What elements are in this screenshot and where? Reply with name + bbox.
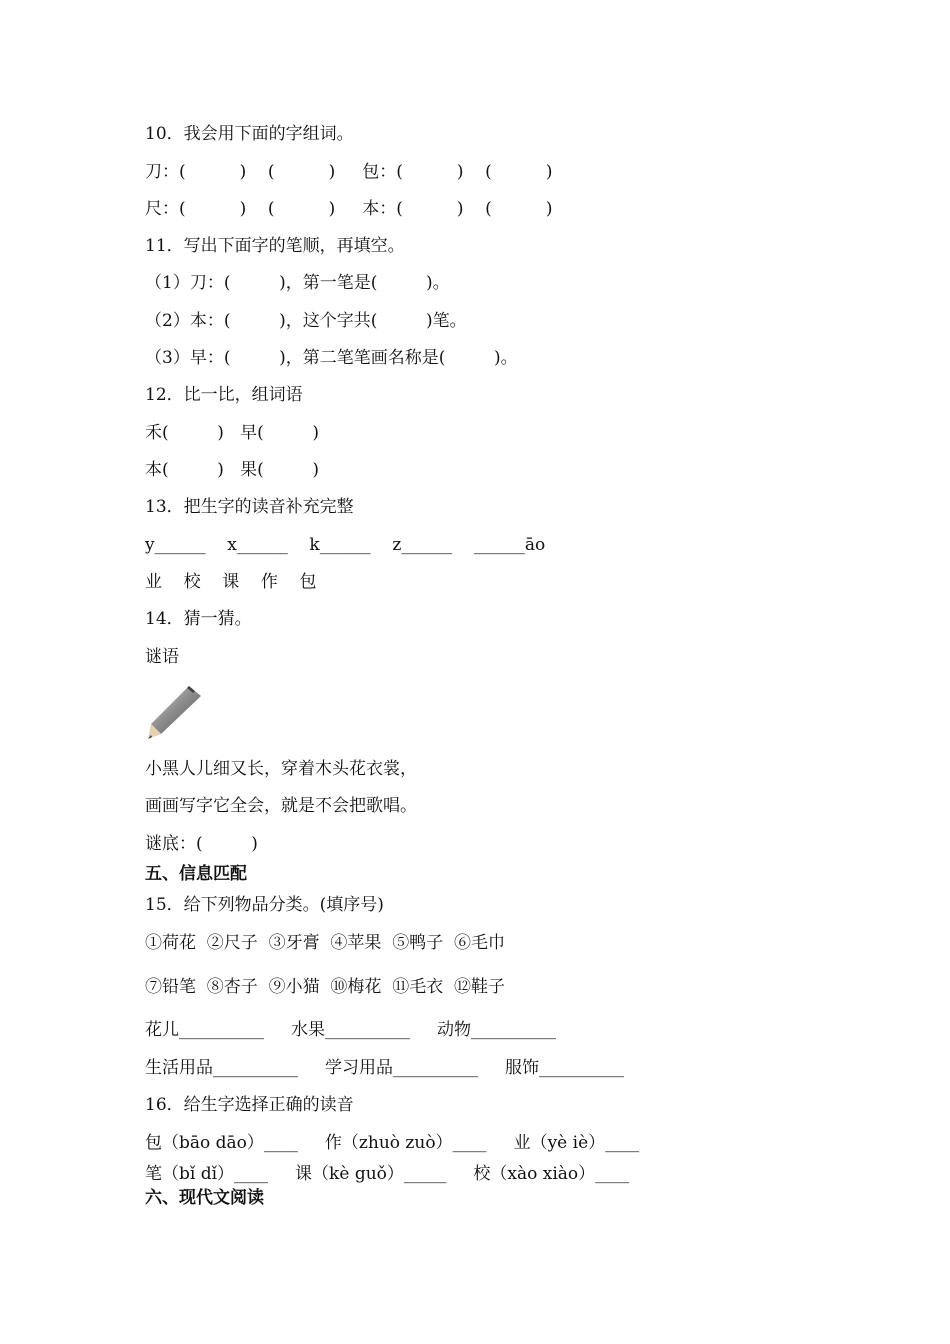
q14-title: 14．猜一猜。: [145, 609, 252, 629]
q15-items2: ⑦铅笔 ⑧杏子 ⑨小猫 ⑩梅花 ⑪毛衣 ⑫鞋子: [145, 977, 506, 997]
q16-title: 16．给生字选择正确的读音: [145, 1095, 354, 1115]
q15-items1: ①荷花 ②尺子 ③牙膏 ④苹果 ⑤鸭子 ⑥毛巾: [145, 933, 506, 953]
q11-item3: （3）早：( )，第二笔笔画名称是( )。: [145, 348, 518, 368]
q14-riddle-line1: 小黑人儿细又长，穿着木头花衣裳，: [145, 759, 417, 779]
q15-title: 15．给下列物品分类。(填序号): [145, 895, 384, 915]
q11-item1: （1）刀：( )，第一笔是( )。: [145, 273, 450, 293]
q15-row1: 花儿__________ 水果__________ 动物__________: [145, 1020, 557, 1040]
section-6-heading: 六、现代文阅读: [145, 1188, 264, 1208]
q14-riddle-line2: 画画写字它全会，就是不会把歌唱。: [145, 796, 417, 816]
q16-row1: 包（bāo dāo）____ 作（zhuò zuò）____ 业（yè iè）____: [145, 1133, 640, 1153]
q11-item2: （2）本：( )，这个字共( )笔。: [145, 311, 467, 331]
q12-row2: 本( ) 果( ): [145, 460, 320, 480]
q13-pinyin: y______ x______ k______ z______ ______āo: [145, 535, 546, 555]
q13-chars: 业 校 课 作 包: [145, 572, 317, 592]
section-5-heading: 五、信息匹配: [145, 864, 247, 884]
q12-row1: 禾( ) 早( ): [145, 423, 320, 443]
q13-title: 13．把生字的读音补充完整: [145, 497, 354, 517]
pencil-icon: [145, 684, 203, 742]
q12-title: 12．比一比，组词语: [145, 385, 303, 405]
q16-row2: 笔（bǐ dǐ）____ 课（kè guǒ）_____ 校（xào xiào）____: [145, 1164, 630, 1184]
q10-title: 10．我会用下面的字组词。: [145, 124, 354, 144]
q14-answer: 谜底：( ): [145, 834, 258, 854]
q10-row2: 尺：( ) ( ) 本：( ) ( ): [145, 199, 553, 219]
q15-row2: 生活用品__________ 学习用品__________ 服饰__________: [145, 1058, 625, 1078]
q10-row1: 刀：( ) ( ) 包：( ) ( ): [145, 162, 553, 182]
q11-title: 11．写出下面字的笔顺，再填空。: [145, 236, 405, 256]
q14-riddle-label: 谜语: [145, 647, 179, 667]
